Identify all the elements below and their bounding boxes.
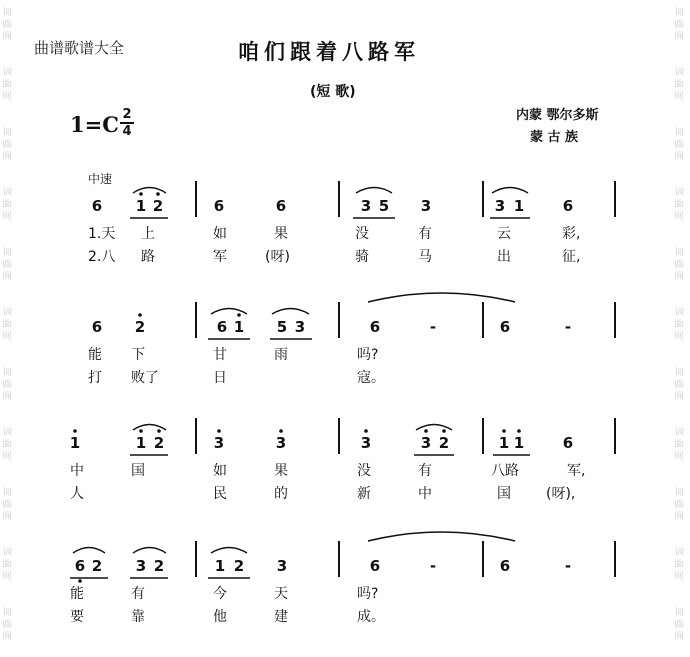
note: 1 bbox=[135, 434, 147, 452]
watermark-glyph: 词 bbox=[674, 68, 684, 78]
lyric-verse1: 1.天 bbox=[88, 226, 116, 242]
octave-dot-high bbox=[139, 429, 143, 433]
watermark-glyph: 曲 bbox=[674, 260, 684, 270]
origin-line2: 蒙 古 族 bbox=[530, 130, 579, 145]
site-name: 曲谱歌谱大全 bbox=[34, 39, 125, 57]
lyric-verse1: 吗? bbox=[357, 586, 379, 602]
watermark-glyph: 网 bbox=[2, 632, 12, 642]
watermark-glyph: 词 bbox=[674, 128, 684, 138]
watermark-glyph: 曲 bbox=[674, 20, 684, 30]
octave-dot-high bbox=[156, 192, 160, 196]
note: 6 bbox=[216, 318, 228, 336]
note: 6 bbox=[562, 434, 574, 452]
note: 3 bbox=[213, 434, 225, 452]
tie bbox=[368, 532, 515, 541]
slur bbox=[416, 425, 452, 431]
slur bbox=[356, 188, 392, 194]
lyric-verse2: 出 bbox=[497, 249, 511, 265]
watermark-glyph: 词 bbox=[2, 8, 12, 18]
lyric-verse2: (呀) bbox=[265, 249, 290, 265]
note: 2 bbox=[153, 557, 165, 575]
watermark-glyph: 网 bbox=[2, 512, 12, 522]
watermark-glyph: 词 bbox=[2, 488, 12, 498]
note: 3 bbox=[275, 434, 287, 452]
lyric-verse2: 的 bbox=[274, 486, 288, 502]
watermark-glyph: 曲 bbox=[2, 500, 12, 510]
origin-line1: 内蒙 鄂尔多斯 bbox=[516, 108, 599, 123]
lyric-verse1: 吗? bbox=[357, 347, 379, 363]
watermark-glyph: 网 bbox=[2, 152, 12, 162]
lyric-verse1: 如 bbox=[213, 463, 227, 479]
note: 6 bbox=[562, 197, 574, 215]
watermark-glyph: 词 bbox=[674, 548, 684, 558]
note: 6 bbox=[369, 318, 381, 336]
note: 6 bbox=[74, 557, 86, 575]
watermark-glyph: 网 bbox=[2, 272, 12, 282]
slur bbox=[133, 548, 166, 554]
watermark-glyph: 词 bbox=[674, 8, 684, 18]
key-signature: 1=C bbox=[70, 112, 119, 137]
watermark-glyph: 词 bbox=[674, 428, 684, 438]
watermark-glyph: 曲 bbox=[2, 320, 12, 330]
lyric-verse1: 今 bbox=[213, 586, 227, 602]
watermark-glyph: 词 bbox=[674, 188, 684, 198]
note: - bbox=[429, 557, 437, 575]
watermark-glyph: 词 bbox=[2, 608, 12, 618]
watermark-glyph: 词 bbox=[2, 308, 12, 318]
watermark-glyph: 曲 bbox=[2, 200, 12, 210]
octave-dot-low bbox=[78, 579, 82, 583]
note: - bbox=[429, 318, 437, 336]
note: 3 bbox=[360, 434, 372, 452]
lyric-verse1: 如 bbox=[213, 226, 227, 242]
note: 3 bbox=[135, 557, 147, 575]
lyric-verse1: 八路 bbox=[491, 463, 519, 479]
note: 6 bbox=[91, 197, 103, 215]
lyric-verse2: 征, bbox=[562, 249, 581, 265]
note: 6 bbox=[499, 557, 511, 575]
lyric-verse2: 中 bbox=[418, 486, 432, 502]
watermark-glyph: 曲 bbox=[2, 440, 12, 450]
note: 5 bbox=[378, 197, 390, 215]
watermark-glyph: 网 bbox=[674, 152, 684, 162]
watermark-glyph: 网 bbox=[674, 332, 684, 342]
time-numerator: 2 bbox=[122, 107, 132, 122]
lyric-verse2: 人 bbox=[70, 486, 84, 502]
watermark-glyph: 曲 bbox=[674, 380, 684, 390]
note: - bbox=[564, 557, 572, 575]
watermark-glyph: 网 bbox=[674, 392, 684, 402]
lyric-verse1: 雨 bbox=[274, 347, 288, 363]
lyric-verse2: 路 bbox=[141, 249, 155, 265]
watermark-glyph: 曲 bbox=[2, 560, 12, 570]
watermark-glyph: 网 bbox=[2, 92, 12, 102]
octave-dot-high bbox=[517, 429, 521, 433]
watermark-glyph: 词 bbox=[2, 428, 12, 438]
note: 1 bbox=[135, 197, 147, 215]
note: 6 bbox=[499, 318, 511, 336]
watermark-glyph: 词 bbox=[2, 128, 12, 138]
lyric-verse1: 上 bbox=[141, 226, 155, 242]
watermark-glyph: 词 bbox=[2, 248, 12, 258]
watermark-glyph: 词 bbox=[2, 68, 12, 78]
octave-dot-high bbox=[364, 429, 368, 433]
note: 1 bbox=[498, 434, 510, 452]
lyric-verse1: 彩, bbox=[562, 226, 581, 242]
lyric-verse1: 中 bbox=[70, 463, 84, 479]
octave-dot-high bbox=[442, 429, 446, 433]
note: 2 bbox=[91, 557, 103, 575]
note: - bbox=[564, 318, 572, 336]
note: 3 bbox=[420, 197, 432, 215]
note: 2 bbox=[438, 434, 450, 452]
lyric-verse1: 军, bbox=[567, 463, 586, 479]
watermark-glyph: 网 bbox=[2, 572, 12, 582]
lyric-verse2: 新 bbox=[357, 486, 371, 502]
note: 2 bbox=[152, 197, 164, 215]
watermark-glyph: 词 bbox=[674, 608, 684, 618]
tempo-mark: 中速 bbox=[88, 172, 113, 186]
note: 6 bbox=[91, 318, 103, 336]
octave-dot-high bbox=[73, 429, 77, 433]
slur bbox=[211, 548, 247, 554]
lyric-verse2: 要 bbox=[70, 609, 84, 625]
watermark-glyph: 词 bbox=[2, 548, 12, 558]
note: 2 bbox=[153, 434, 165, 452]
watermark-glyph: 曲 bbox=[674, 200, 684, 210]
watermark-glyph: 词 bbox=[674, 488, 684, 498]
watermark-glyph: 曲 bbox=[674, 80, 684, 90]
note: 3 bbox=[494, 197, 506, 215]
watermark-glyph: 词 bbox=[2, 188, 12, 198]
lyric-verse2: 他 bbox=[213, 609, 227, 625]
note: 3 bbox=[294, 318, 306, 336]
watermark-glyph: 网 bbox=[674, 452, 684, 462]
lyric-verse1: 甘 bbox=[213, 347, 227, 363]
lyric-verse2: 骑 bbox=[355, 249, 369, 265]
watermark-glyph: 词 bbox=[674, 368, 684, 378]
note: 6 bbox=[369, 557, 381, 575]
note: 2 bbox=[233, 557, 245, 575]
octave-dot-high bbox=[138, 313, 142, 317]
note: 1 bbox=[214, 557, 226, 575]
lyric-verse2: 败了 bbox=[131, 370, 159, 386]
watermark-glyph: 曲 bbox=[674, 320, 684, 330]
lyric-verse2: 马 bbox=[418, 249, 432, 265]
lyric-verse2: 寇。 bbox=[357, 370, 385, 386]
watermark-glyph: 网 bbox=[674, 272, 684, 282]
lyric-verse2: 2.八 bbox=[88, 249, 116, 265]
watermark-glyph: 曲 bbox=[674, 440, 684, 450]
watermark-glyph: 网 bbox=[674, 212, 684, 222]
lyric-verse2: 建 bbox=[274, 609, 288, 625]
lyric-verse1: 天 bbox=[274, 586, 288, 602]
watermark-glyph: 曲 bbox=[674, 500, 684, 510]
watermark-glyph: 网 bbox=[674, 632, 684, 642]
watermark-glyph: 网 bbox=[2, 332, 12, 342]
watermark-glyph: 曲 bbox=[2, 20, 12, 30]
lyric-verse1: 能 bbox=[88, 347, 102, 363]
octave-dot-high bbox=[424, 429, 428, 433]
lyric-verse1: 能 bbox=[70, 586, 84, 602]
lyric-verse1: 云 bbox=[497, 226, 511, 242]
note: 1 bbox=[69, 434, 81, 452]
watermark-glyph: 网 bbox=[674, 572, 684, 582]
slur bbox=[133, 188, 166, 194]
lyric-verse2: 军 bbox=[213, 249, 227, 265]
lyric-verse1: 有 bbox=[418, 226, 432, 242]
watermark-glyph: 曲 bbox=[2, 620, 12, 630]
note: 3 bbox=[276, 557, 288, 575]
watermark-glyph: 曲 bbox=[674, 620, 684, 630]
slur bbox=[73, 548, 105, 554]
watermark-glyph: 网 bbox=[2, 392, 12, 402]
octave-dot-high bbox=[502, 429, 506, 433]
lyric-verse1: 果 bbox=[274, 463, 288, 479]
lyric-verse1: 有 bbox=[131, 586, 145, 602]
note: 1 bbox=[233, 318, 245, 336]
slur bbox=[272, 309, 309, 315]
watermark-glyph: 网 bbox=[674, 512, 684, 522]
octave-dot-high bbox=[157, 429, 161, 433]
lyric-verse1: 有 bbox=[418, 463, 432, 479]
note: 3 bbox=[360, 197, 372, 215]
note: 1 bbox=[513, 197, 525, 215]
note: 2 bbox=[134, 318, 146, 336]
lyric-verse2: 民 bbox=[213, 486, 227, 502]
watermark-glyph: 网 bbox=[2, 32, 12, 42]
watermark-glyph: 曲 bbox=[674, 560, 684, 570]
watermark-glyph: 网 bbox=[674, 32, 684, 42]
octave-dot-high bbox=[237, 313, 241, 317]
watermark-glyph: 网 bbox=[2, 212, 12, 222]
lyric-verse2: 成。 bbox=[357, 609, 385, 625]
slur bbox=[133, 425, 166, 431]
lyric-verse1: 下 bbox=[131, 347, 145, 363]
lyric-verse2: 日 bbox=[213, 370, 227, 386]
slur bbox=[211, 309, 247, 315]
watermark-glyph: 词 bbox=[674, 308, 684, 318]
watermark-glyph: 曲 bbox=[2, 80, 12, 90]
watermark-glyph: 词 bbox=[674, 248, 684, 258]
lyric-verse1: 国 bbox=[131, 463, 145, 479]
watermark-glyph: 曲 bbox=[2, 380, 12, 390]
song-subtitle: (短 歌) bbox=[310, 84, 356, 100]
lyric-verse2: (呀), bbox=[546, 486, 576, 502]
octave-dot-high bbox=[217, 429, 221, 433]
octave-dot-high bbox=[279, 429, 283, 433]
lyric-verse1: 没 bbox=[355, 226, 369, 242]
watermark-glyph: 曲 bbox=[2, 140, 12, 150]
lyric-verse1: 没 bbox=[357, 463, 371, 479]
slur bbox=[492, 188, 528, 194]
watermark-glyph: 曲 bbox=[2, 260, 12, 270]
lyric-verse2: 打 bbox=[88, 370, 102, 386]
note: 1 bbox=[513, 434, 525, 452]
note: 6 bbox=[275, 197, 287, 215]
lyric-verse2: 靠 bbox=[131, 609, 145, 625]
lyric-verse2: 国 bbox=[497, 486, 511, 502]
octave-dot-high bbox=[139, 192, 143, 196]
watermark-glyph: 网 bbox=[2, 452, 12, 462]
song-title: 咱们跟着八路军 bbox=[238, 40, 420, 64]
note: 5 bbox=[276, 318, 288, 336]
watermark-glyph: 网 bbox=[674, 92, 684, 102]
time-denominator: 4 bbox=[122, 124, 132, 139]
tie bbox=[368, 293, 515, 302]
note: 3 bbox=[420, 434, 432, 452]
note: 6 bbox=[213, 197, 225, 215]
lyric-verse1: 果 bbox=[274, 226, 288, 242]
watermark-glyph: 词 bbox=[2, 368, 12, 378]
watermark-glyph: 曲 bbox=[674, 140, 684, 150]
